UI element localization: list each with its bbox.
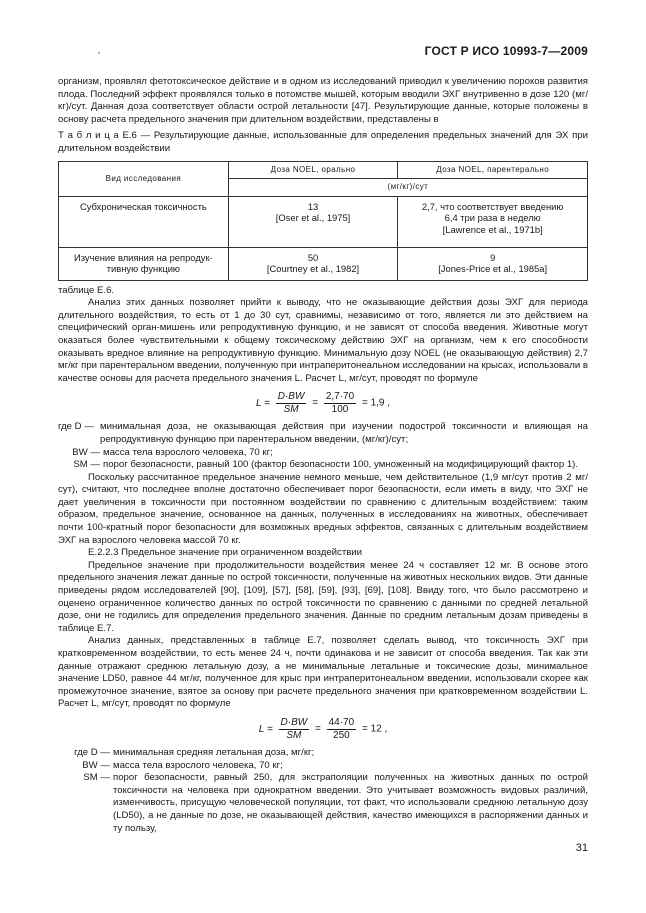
standard-header: ГОСТ Р ИСО 10993-7—2009	[424, 44, 588, 58]
paragraph-table-ref: таблице Е.6.	[58, 284, 115, 296]
header-study: Вид исследования	[59, 161, 229, 196]
fraction-numeric	[324, 391, 356, 416]
definition-key: BW —	[72, 446, 100, 458]
header-oral: Доза NOEL, орально	[228, 161, 398, 179]
definition-key: BW —	[82, 759, 110, 771]
cell-study: Изучение влияния на репродук- тивную функцию	[59, 247, 229, 280]
formula-lhs: L =	[255, 398, 270, 410]
paragraph-analysis-e7: Анализ данных, представленных в таблице Е.7, позволяет сделать вывод, что токсичность ЭХГ при кратковременном воздействии, то есть менее 24 ч, почти одинакова и не зависит от способа введения. Так как эти данные отражают среднюю летальную дозу, а не минимальные летальные и токсические дозы, минимальное значение LD50, равное 44 мг/кг, полученное для крыс при интраперитонеальном введении, использовали скорее как промежуточное значение, взятое за основу при расчете предельного значения при кратковременном воздействии L. Расчет L, мг/сут, проводят по формуле	[58, 635, 588, 710]
definition-key: SM —	[83, 772, 110, 784]
definition-key: SM —	[73, 459, 100, 471]
denominator: 100	[331, 404, 349, 416]
fraction-symbolic	[279, 717, 310, 742]
formula-lhs: L =	[258, 724, 273, 736]
cell-study: Субхроническая токсичность	[59, 196, 229, 247]
paragraph-analysis: Анализ этих данных позволяет прийти к выводу, что не оказывающие действия дозы ЭХГ для периода длительного воздействия, то есть от 1 до 30 сут, сравнимы, независимо от того, является ли это действием на специфический орган-мишень или репродуктивную функцию, и не зависят от способа введения. Животные могут оказаться более чувствительными к общему токсическому действию ЭХГ на организм, чем к его способности оказывать вредное влияние на репродуктивную функцию. Минимальную дозу NOEL (не оказывающую действия) 2,7 мг/кг при парентеральном введении, полученную при интраперитонеальном исследовании на крысах, использовали в качестве основы для расчета предельного значения L. Расчет L, мг/сут, проводят по формуле	[58, 297, 588, 384]
definition-text: минимальная доза, не оказывающая действия при изучении подострой токсичности и влияющая на репродуктивную функцию при парентеральном введении, (мг/кг)/сут;	[100, 421, 588, 445]
header-unit: (мг/кг)/сут	[228, 179, 587, 197]
definitions-1	[58, 421, 588, 471]
definition-key: где D —	[74, 746, 110, 758]
cell-parenteral: 9 [Jones-Price et al., 1985a]	[398, 247, 588, 280]
definition-text: порог безопасности, равный 100 (фактор безопасности 100, умноженный на модифицирующий фактор 1).	[103, 459, 579, 471]
fraction-symbolic	[276, 391, 307, 416]
numerator: 44·70	[328, 716, 355, 728]
definitions-2	[58, 747, 588, 835]
definition-text: масса тела взрослого человека, 70 кг;	[103, 446, 273, 458]
numerator: D·BW	[280, 716, 308, 728]
paragraph-1: организм, проявлял фетотоксическое действие и в одном из исследований приводил к увеличению пороков развития плода. Последний эффект проявлялся только в потомстве мышей, которым вводили ЭХГ внутривенно в дозе 120 (мг/кг)/сут. Данная доза соответствует области острой летальности [47]. Результирующие данные, которые положены в основу расчета предельного значения при длительном воздействии, представлены в	[58, 76, 588, 125]
page-content	[58, 76, 588, 835]
definition-key: где D —	[58, 421, 94, 433]
cell-oral: 50 [Courtney et al., 1982]	[228, 247, 398, 280]
table-caption: Т а б л и ц а Е.6 — Результирующие данные, использованные для определения предельных значений для ЭХ при длительном воздействии	[58, 130, 588, 154]
definition-text: масса тела взрослого человека, 70 кг;	[113, 759, 283, 771]
paragraph-conclusion: Поскольку рассчитанное предельное значение немного меньше, чем действительное (1,9 мг/сут против 2 мг/сут), считают, что последнее вполне достаточно обеспечивает порог безопасности, если иметь в виду, что ЭХГ не дает увеличения в токсичности при постоянном воздействии по сравнению с длительным воздействием: таким образом, предельное значение, основанное на данных, полученных в исследованиях на животных, обеспечивает почти 100-кратный порог безопасности для возможных вредных эффектов, связанных с длительным воздействием ЭХГ на взрослого человека массой 70 кг.	[58, 471, 588, 546]
table-row	[59, 247, 588, 280]
header-mark: ·	[97, 45, 101, 59]
formula-result: = 12 ,	[361, 723, 388, 735]
formula-result: = 1,9 ,	[361, 397, 391, 409]
definition-text: минимальная средняя летальная доза, мг/кг;	[113, 746, 315, 758]
cell-parenteral: 2,7, что соответствует введению 6,4 три раза в неделю [Lawrence et al., 1971b]	[398, 196, 588, 247]
fraction-numeric	[327, 717, 357, 742]
formula-1: L = $\frac{D\cdot BW}{SM}$ = $\frac{2,7\cdot 70}{100}$ = 1,9 ,	[255, 391, 391, 416]
table-row	[59, 196, 588, 247]
numerator: D·BW	[277, 391, 305, 403]
cell-oral: 13 [Oser et al., 1975]	[228, 196, 398, 247]
page-number: 31	[575, 842, 588, 854]
section-heading: Е.2.2.3 Предельное значение при ограниченном воздействии	[88, 547, 363, 559]
definition-text: порог безопасности, равный 250, для экстраполяции полученных на животных данных по острой токсичности на человека при однократном введении. Это учитывает возможность видовых различий, изменчивость, присущую человеческой популяции, тот факт, что использовали среднюю летальную дозу (LD50), а не данные по дозе, не оказывающей действия, качество имеющихся в распоряжении данных и ту пользу,	[113, 772, 588, 834]
numerator: 2,7·70	[325, 391, 355, 403]
header-parenteral: Доза NOEL, парентерально	[398, 161, 588, 179]
denominator: SM	[283, 404, 299, 416]
denominator: SM	[286, 729, 302, 741]
formula-2: L = $\frac{D\cdot BW}{SM}$ = $\frac{44\cdot 70}{250}$ = 12 ,	[258, 716, 388, 741]
denominator: 250	[333, 729, 350, 741]
table-e6	[58, 161, 588, 281]
paragraph-limited-exposure: Предельное значение при продолжительности воздействия менее 24 ч составляет 12 мг. В основе этого предельного значения лежат данные по острой токсичности, полученные на животных нескольких видов. Эти данные приведены рядом исследователей [90], [109], [57], [58], [59], [93], [69], [108]. Ввиду того, что было рассмотрено и оценено ограниченное количество данных по острой токсичности по сравнению с данными по средней летальной дозе, они не годились для определения предельного значения. Данные по средним летальным дозам приведены в таблице Е.7.	[58, 559, 588, 634]
